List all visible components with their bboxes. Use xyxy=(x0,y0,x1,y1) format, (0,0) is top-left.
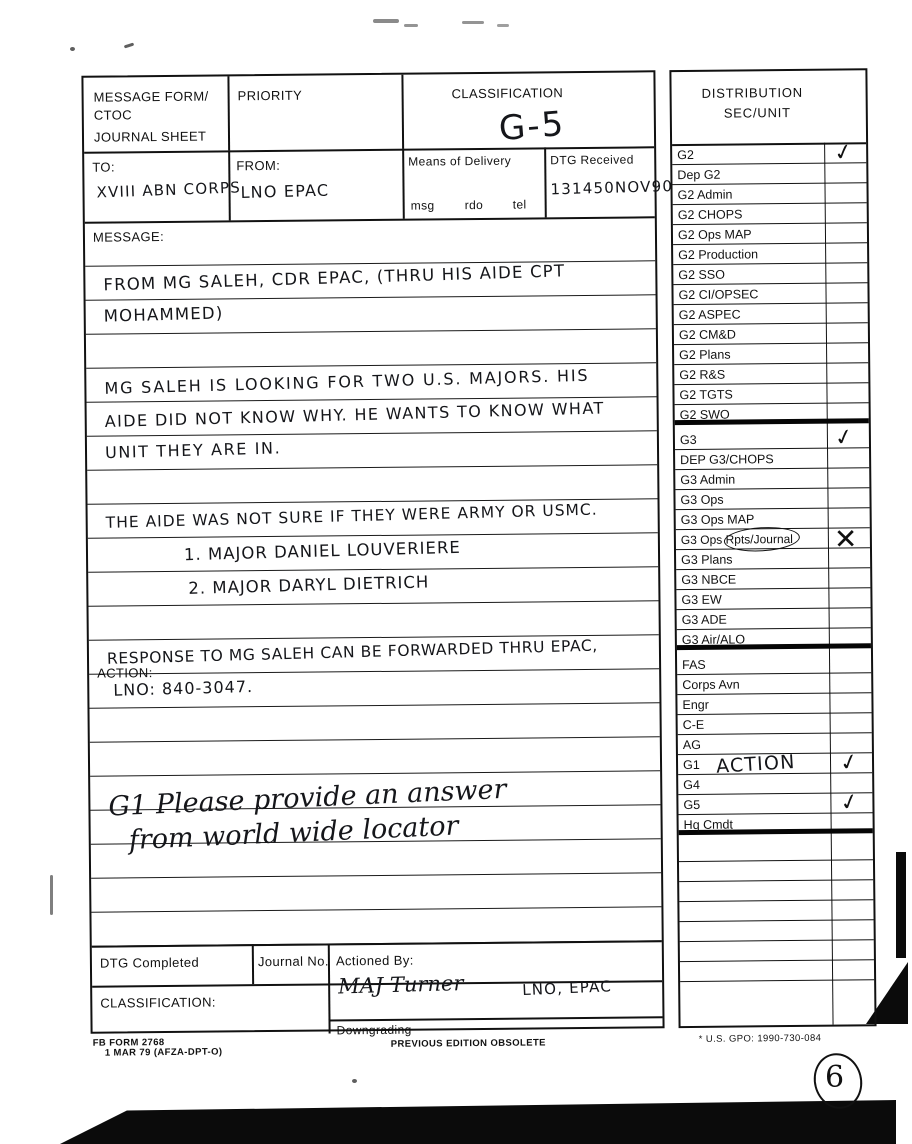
to-label: TO: xyxy=(92,159,115,175)
priority-label: PRIORITY xyxy=(237,87,303,104)
downgrading-label: Downgrading xyxy=(336,1022,412,1038)
scan-speck xyxy=(50,875,53,915)
message-line: MOHAMMED) xyxy=(103,303,224,326)
scan-speck xyxy=(404,24,418,27)
footer-classification-label: CLASSIFICATION: xyxy=(100,994,216,1011)
page-number xyxy=(825,1060,844,1095)
message-rule xyxy=(88,566,658,572)
scan-speck xyxy=(124,43,134,49)
message-rule xyxy=(89,702,659,708)
actioned-by-label: Actioned By: xyxy=(335,952,414,969)
previous-edition-notice: PREVIOUS EDITION OBSOLETE xyxy=(390,1037,546,1050)
dist-item-g2-ci-opsec[interactable]: G2 CI/OPSEC xyxy=(673,283,867,305)
dist-annotation-g1-action: ACTION xyxy=(715,750,797,778)
dist-item-g2-production[interactable]: G2 Production xyxy=(673,243,867,265)
scan-speck xyxy=(70,47,75,51)
form-id-line2: 1 MAR 79 (AFZA-DPT-O) xyxy=(104,1046,223,1059)
dist-mark-g1: ✓ xyxy=(837,748,862,778)
scan-edge-bar-right xyxy=(896,852,906,958)
dist-item-g3-ops[interactable]: G3 Ops xyxy=(675,488,869,510)
addressing-vline-means xyxy=(402,149,405,219)
action-note-line: G1 Please provide an answer xyxy=(107,773,508,823)
dist-mark-g5: ✓ xyxy=(837,788,862,818)
message-line: AIDE DID NOT KNOW WHY. HE WANTS TO KNOW WHAT xyxy=(104,398,605,431)
header-vline-classification xyxy=(401,75,404,149)
classification-value: G-5 xyxy=(497,103,567,150)
dist-item-g3-ops-map[interactable]: G3 Ops MAP xyxy=(676,508,870,530)
dist-item-g2-chops[interactable]: G2 CHOPS xyxy=(673,203,867,225)
from-value: LNO EPAC xyxy=(240,180,330,203)
distribution-label-line1: DISTRIBUTION xyxy=(701,84,804,101)
dist-item-g3-plans[interactable]: G3 Plans xyxy=(676,548,870,570)
form-title-line3: JOURNAL SHEET xyxy=(93,128,207,145)
dist-item-hq-cmdt[interactable]: Hq Cmdt xyxy=(679,813,873,835)
dtg-received-value: 131450NOV90 xyxy=(550,177,674,199)
message-line: RESPONSE TO MG SALEH CAN BE FORWARDED THRU EPAC, xyxy=(106,636,599,668)
message-rule xyxy=(88,532,658,538)
dist-blank-row[interactable] xyxy=(679,880,873,902)
dist-blank-row[interactable] xyxy=(679,840,873,862)
dist-item-g2-rs[interactable]: G2 R&S xyxy=(674,363,868,385)
message-line: FROM MG SALEH, CDR EPAC, (THRU HIS AIDE CPT xyxy=(103,261,566,295)
footer-divider-top xyxy=(92,940,662,947)
dtg-received-label: DTG Received xyxy=(550,152,634,168)
message-rule xyxy=(86,294,656,300)
dist-item-g1[interactable]: G1 xyxy=(678,753,872,775)
dist-item-g3-ade[interactable]: G3 ADE xyxy=(677,608,871,630)
action-note-line: from world wide locator xyxy=(128,810,460,857)
footer-vline-journal xyxy=(252,944,254,984)
dist-item-g2-sso[interactable]: G2 SSO xyxy=(673,263,867,285)
message-rule xyxy=(85,260,655,266)
dist-item-g3[interactable]: G3 xyxy=(675,428,869,450)
message-rule xyxy=(88,600,658,606)
addressing-vline-dtg xyxy=(544,147,547,217)
dist-blank-row[interactable] xyxy=(679,860,873,882)
action-label: ACTION: xyxy=(97,665,153,681)
actioned-by-value: MAJ Turner xyxy=(337,971,464,999)
distribution-label-line2: SEC/UNIT xyxy=(723,104,791,121)
scan-speck xyxy=(373,19,399,23)
footer-divider-downgrading xyxy=(328,1016,662,1021)
message-panel xyxy=(81,70,674,1038)
means-option-rdo[interactable]: rdo xyxy=(464,197,484,213)
dtg-completed-label: DTG Completed xyxy=(99,954,200,971)
page-number-value: 6 xyxy=(825,1060,845,1095)
dist-item-g2-tgts[interactable]: G2 TGTS xyxy=(674,383,868,405)
dist-item-g3-nbce[interactable]: G3 NBCE xyxy=(676,568,870,590)
dist-mark-g2: ✓ xyxy=(831,138,856,168)
dist-item-g3-air-alo[interactable]: G3 Air/ALO xyxy=(677,628,871,650)
scan-speck xyxy=(497,24,509,27)
dist-item-dep-g2[interactable]: Dep G2 xyxy=(672,163,866,185)
dist-item-g2-ops-map[interactable]: G2 Ops MAP xyxy=(673,223,867,245)
form-id-line1: FB FORM 2768 xyxy=(92,1037,165,1049)
dist-blank-row[interactable] xyxy=(680,920,874,942)
dist-item-corps-avn[interactable]: Corps Avn xyxy=(677,673,871,695)
dist-item-ce[interactable]: C-E xyxy=(678,713,872,735)
dist-item-g3-admin[interactable]: G3 Admin xyxy=(675,468,869,490)
distribution-panel xyxy=(669,68,876,1028)
dist-blank-row[interactable] xyxy=(680,940,874,962)
means-of-delivery-label: Means of Delivery xyxy=(408,153,512,169)
means-option-msg[interactable]: msg xyxy=(410,198,435,213)
dist-blank-row[interactable] xyxy=(680,960,874,982)
form-title-line1: MESSAGE FORM/ xyxy=(93,88,209,105)
dist-item-ag[interactable]: AG xyxy=(678,733,872,755)
scan-speck xyxy=(352,1079,357,1083)
message-line: THE AIDE WAS NOT SURE IF THEY WERE ARMY OR USMC. xyxy=(105,500,598,532)
dist-item-g2[interactable]: G2 xyxy=(672,143,866,165)
gpo-line: * U.S. GPO: 1990-730-084 xyxy=(698,1032,822,1045)
dist-blank-row[interactable] xyxy=(679,900,873,922)
to-value: XVIII ABN CORPS xyxy=(96,178,242,202)
message-rule xyxy=(86,328,656,334)
addressing-divider xyxy=(85,216,655,223)
classification-label: CLASSIFICATION xyxy=(451,85,564,102)
message-rule xyxy=(89,668,659,674)
dist-item-g2-admin[interactable]: G2 Admin xyxy=(672,183,866,205)
message-rule xyxy=(87,430,657,436)
dist-item-g3-ew[interactable]: G3 EW xyxy=(676,588,870,610)
scan-edge-wedge-bottom xyxy=(60,1100,896,1144)
message-rule xyxy=(91,872,661,878)
message-label: MESSAGE: xyxy=(92,229,165,245)
means-option-tel[interactable]: tel xyxy=(512,197,527,212)
scan-speck xyxy=(462,21,484,24)
message-line: MG SALEH IS LOOKING FOR TWO U.S. MAJORS. HIS xyxy=(104,365,590,398)
dist-item-g2-aspec[interactable]: G2 ASPEC xyxy=(674,303,868,325)
header-vline-priority xyxy=(227,76,230,150)
message-rule xyxy=(91,906,661,912)
from-label: FROM: xyxy=(236,157,281,174)
message-line: 2. MAJOR DARYL DIETRICH xyxy=(188,572,430,598)
dist-item-g5[interactable]: G5 xyxy=(678,793,872,815)
dist-item-g2-cmd[interactable]: G2 CM&D xyxy=(674,323,868,345)
message-form-sheet xyxy=(81,68,876,1059)
dist-item-fas[interactable]: FAS xyxy=(677,653,871,675)
dist-mark-g3: ✓ xyxy=(832,423,856,453)
dist-item-g2-swo[interactable]: G2 SWO xyxy=(675,403,869,425)
actioned-by-unit: LNO, EPAC xyxy=(521,977,613,1000)
message-line: UNIT THEY ARE IN. xyxy=(104,438,282,463)
message-rule xyxy=(90,770,660,776)
message-line: 1. MAJOR DANIEL LOUVERIERE xyxy=(183,537,462,565)
dist-item-dep-g3-chops[interactable]: DEP G3/CHOPS xyxy=(675,448,869,470)
message-rule xyxy=(87,464,657,470)
dist-item-g4[interactable]: G4 xyxy=(678,773,872,795)
message-rule xyxy=(90,736,660,742)
message-line: LNO: 840-3047. xyxy=(113,676,254,700)
dist-item-engr[interactable]: Engr xyxy=(677,693,871,715)
dist-item-g3-ops-rpts-journal[interactable]: G3 Ops Rpts/Journal xyxy=(676,528,870,550)
journal-no-label: Journal No. xyxy=(257,953,329,970)
dist-item-g2-plans[interactable]: G2 Plans xyxy=(674,343,868,365)
dist-mark-g3-ops-rpts-journal: ✕ xyxy=(833,522,858,556)
form-title-line2: CTOC xyxy=(93,107,133,123)
